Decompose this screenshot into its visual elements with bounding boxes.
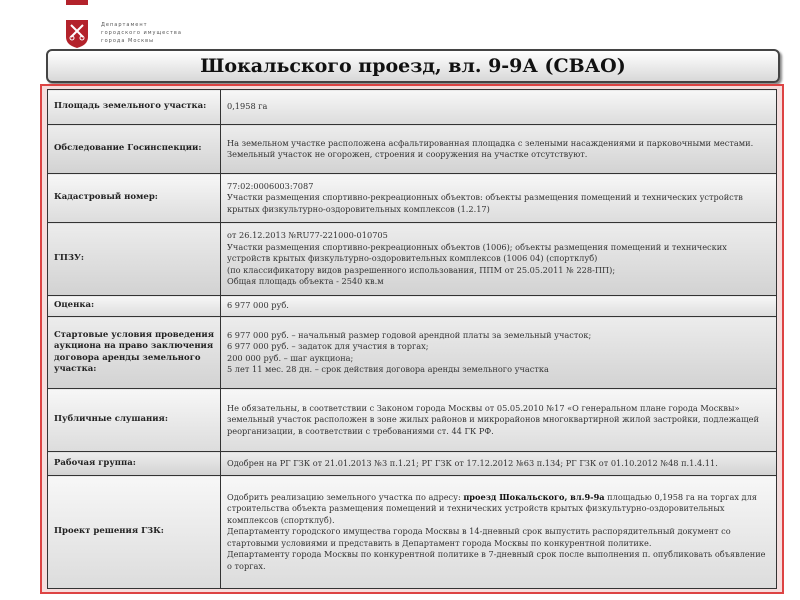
value-line: Общая площадь объекта - 2540 кв.м bbox=[227, 276, 384, 287]
table-row bbox=[48, 125, 777, 174]
value-line: 0,1958 га bbox=[227, 101, 268, 112]
row-label: Стартовые условия проведения аукциона на право заключения договора аренды земельного участка: bbox=[48, 317, 221, 389]
row-value bbox=[221, 90, 777, 125]
row-label: Публичные слушания: bbox=[48, 389, 221, 452]
value-line: 77:02:0006003:7087 bbox=[227, 180, 314, 191]
row-value bbox=[221, 389, 777, 452]
row-label: Кадастровый номер: bbox=[48, 174, 221, 223]
value-line: 200 000 руб. – шаг аукциона; bbox=[227, 352, 354, 363]
decision-line bbox=[227, 492, 770, 527]
value-line: 6 977 000 руб. bbox=[227, 300, 289, 311]
decision-pre: Одобрить реализацию земельного участка по адресу: bbox=[227, 491, 464, 502]
organization-name bbox=[101, 21, 241, 45]
value-line: На земельном участке расположена асфальтированная площадка с зелеными насаждениями и парковочными местами. Земельный участок не огорожен, строения и сооружения на участке отсутствуют. bbox=[227, 137, 754, 159]
value-line: Не обязательны, в соответствии с Законом города Москвы от 05.05.2010 №17 «О генеральном плане города Москвы» земельный участок расположен в зоне жилых районов и микрорайонов многоквартирной жилой застройки, подлежащей реорганизации, в соответствии с требованиями ст. 44 ГК РФ. bbox=[227, 402, 759, 436]
row-value bbox=[221, 296, 777, 317]
value-line: Участки размещения спортивно-рекреационных объектов: объекты размещения помещений и технических устройств крытых физкультурно-оздоровительных комплексов (1.2.17) bbox=[227, 192, 743, 214]
info-table bbox=[47, 89, 777, 589]
value-line: Департаменту города Москвы по конкурентной политике в 7-дневный срок после выполнения п. опубликовать объявление о торгах. bbox=[227, 549, 766, 571]
decision-post: площадью 0,1958 га на торгах для строительства объекта размещения помещений и технических устройств крытых физкультурно-оздоровительных комплексов (спортклуб). bbox=[227, 491, 757, 525]
value-line: 6 977 000 руб. – задаток для участия в торгах; bbox=[227, 341, 429, 351]
org-line: городского имущества bbox=[101, 30, 182, 36]
table-row bbox=[48, 296, 777, 317]
value-line: Департаменту городского имущества города Москвы в 14-дневный срок выпустить распорядительный документ со стартовыми условиями и представить в Департамент города Москвы по конкурентной политике. bbox=[227, 526, 731, 548]
value-line: Одобрен на РГ ГЗК от 21.01.2013 №3 п.1.21; РГ ГЗК от 17.12.2012 №63 п.134; РГ ГЗК от 01.10.2012 №48 п.1.4.11. bbox=[227, 457, 718, 468]
row-label: Обследование Госинспекции: bbox=[48, 125, 221, 174]
row-label: Оценка: bbox=[48, 296, 221, 317]
page-title: Шокальского проезд, вл. 9-9А (СВАО) bbox=[46, 49, 780, 83]
info-table-frame bbox=[40, 84, 784, 594]
row-value bbox=[221, 452, 777, 476]
table-row bbox=[48, 90, 777, 125]
org-line: Департамент bbox=[101, 22, 148, 28]
table-row bbox=[48, 174, 777, 223]
decision-bold: проезд Шокальского, вл.9-9а bbox=[463, 491, 605, 502]
row-label: Рабочая группа: bbox=[48, 452, 221, 476]
row-value bbox=[221, 317, 777, 389]
table-row bbox=[48, 223, 777, 296]
value-line: от 26.12.2013 №RU77-221000-010705 bbox=[227, 230, 388, 241]
table-row bbox=[48, 452, 777, 476]
table-row bbox=[48, 476, 777, 589]
table-row bbox=[48, 389, 777, 452]
value-line: (по классификатору видов разрешенного использования, ППМ от 25.05.2011 № 228-ПП); bbox=[227, 264, 616, 275]
coat-of-arms-icon bbox=[66, 20, 88, 48]
row-value bbox=[221, 174, 777, 223]
value-line: 5 лет 11 мес. 28 дн. – срок действия договора аренды земельного участка bbox=[227, 364, 549, 374]
row-label: Проект решения ГЗК: bbox=[48, 476, 221, 589]
row-label: Площадь земельного участка: bbox=[48, 90, 221, 125]
top-decoration bbox=[66, 0, 88, 5]
org-line: города Москвы bbox=[101, 38, 155, 44]
value-line: Участки размещения спортивно-рекреационных объектов (1006); объекты размещения помещений и технических устройств крытых физкультурно-оздоровительных комплексов (1006 04) (спортклуб) bbox=[227, 241, 727, 264]
row-value bbox=[221, 223, 777, 296]
row-label: ГПЗУ: bbox=[48, 223, 221, 296]
row-value bbox=[221, 476, 777, 589]
value-line: 6 977 000 руб. – начальный размер годовой арендной платы за земельный участок; bbox=[227, 329, 592, 340]
row-value bbox=[221, 125, 777, 174]
table-row bbox=[48, 317, 777, 389]
